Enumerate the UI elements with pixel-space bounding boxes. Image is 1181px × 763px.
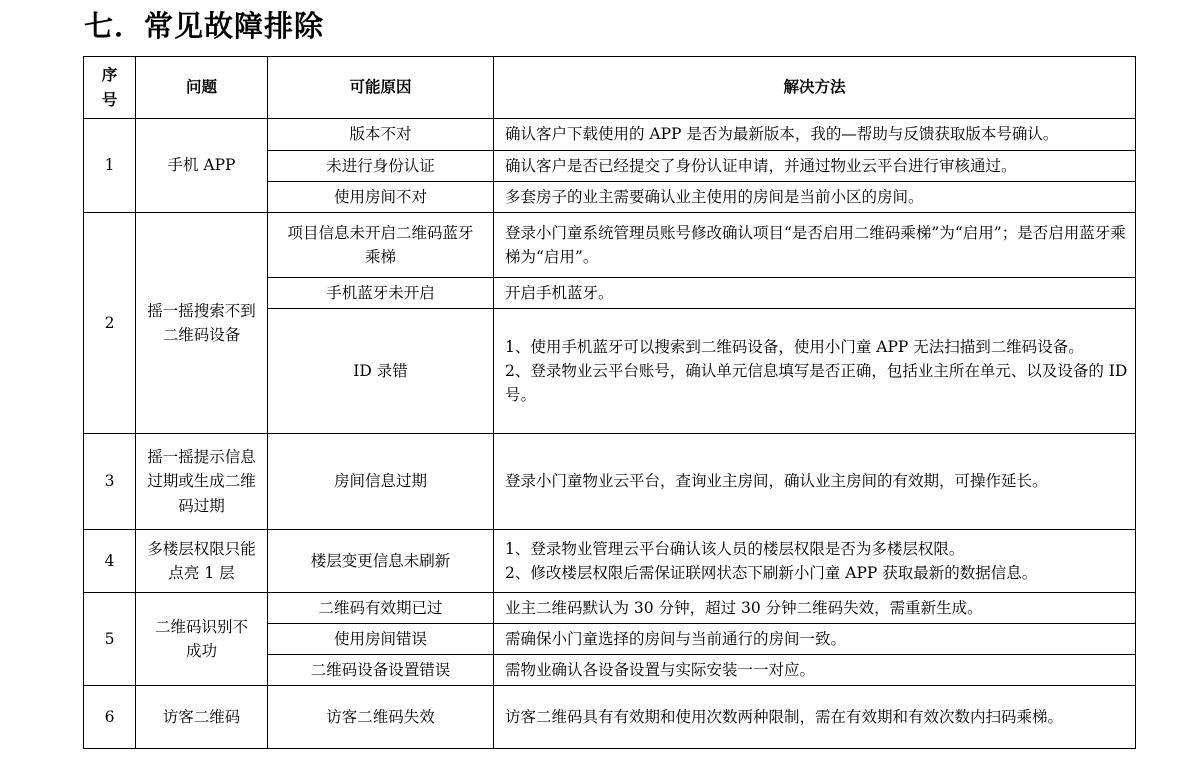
- reason-cell: ID 录错: [268, 309, 494, 434]
- solution-line: 1、登录物业管理云平台确认该人员的楼层权限是否为多楼层权限。: [505, 539, 965, 558]
- header-reason: 可能原因: [268, 57, 494, 119]
- header-no: 序号: [84, 57, 136, 119]
- solution-line: 2、修改楼层权限后需保证联网状态下刷新小门童 APP 获取最新的数据信息。: [505, 564, 1038, 582]
- table-row: [84, 530, 1136, 593]
- solution-cell: 开启手机蓝牙。: [494, 278, 1136, 309]
- reason-cell: 使用房间错误: [268, 624, 494, 655]
- solution-cell: 多套房子的业主需要确认业主使用的房间是当前小区的房间。: [494, 182, 1136, 213]
- row-number: 4: [84, 530, 136, 593]
- table-row: [84, 119, 1136, 151]
- reason-cell: 版本不对: [268, 119, 494, 151]
- table-row: [84, 213, 1136, 278]
- table-header-row: [84, 57, 1136, 119]
- solution-cell: 登录小门童系统管理员账号修改确认项目“是否启用二维码乘梯”为“启用”；是否启用蓝牙乘梯为“启用”。: [494, 213, 1136, 278]
- reason-cell: 二维码设备设置错误: [268, 655, 494, 686]
- solution-cell: 确认客户下载使用的 APP 是否为最新版本，我的—帮助与反馈获取版本号确认。: [494, 119, 1136, 151]
- row-number: 5: [84, 593, 136, 686]
- problem-cell: 摇一摇提示信息过期或生成二维码过期: [136, 434, 268, 530]
- solution-cell: 需物业确认各设备设置与实际安装一一对应。: [494, 655, 1136, 686]
- problem-cell: 访客二维码: [136, 686, 268, 749]
- solution-cell: 访客二维码具有有效期和使用次数两种限制，需在有效期和有效次数内扫码乘梯。: [494, 686, 1136, 749]
- solution-cell: 需确保小门童选择的房间与当前通行的房间一致。: [494, 624, 1136, 655]
- header-question: 问题: [136, 57, 268, 119]
- table-row: [84, 686, 1136, 749]
- header-solution: 解决方法: [494, 57, 1136, 119]
- reason-cell: 房间信息过期: [268, 434, 494, 530]
- reason-cell: 访客二维码失效: [268, 686, 494, 749]
- solution-cell: [494, 530, 1136, 593]
- solution-line: 2、登录物业云平台账号，确认单元信息填写是否正确，包括业主所在单元、以及设备的 ID 号。: [505, 361, 1128, 404]
- reason-cell: 未进行身份认证: [268, 151, 494, 182]
- solution-cell: 确认客户是否已经提交了身份认证申请，并通过物业云平台进行审核通过。: [494, 151, 1136, 182]
- problem-cell: 摇一摇搜索不到二维码设备: [136, 213, 268, 434]
- problem-cell: 多楼层权限只能点亮 1 层: [136, 530, 268, 593]
- problem-cell: 手机 APP: [136, 119, 268, 213]
- table-row: [84, 593, 1136, 624]
- reason-cell: 手机蓝牙未开启: [268, 278, 494, 309]
- reason-cell: 项目信息未开启二维码蓝牙乘梯: [268, 213, 494, 278]
- page-title: 七．常见故障排除: [84, 9, 325, 43]
- solution-cell: [494, 309, 1136, 434]
- row-number: 2: [84, 213, 136, 434]
- solution-cell: 登录小门童物业云平台，查询业主房间，确认业主房间的有效期，可操作延长。: [494, 434, 1136, 530]
- solution-cell: 业主二维码默认为 30 分钟，超过 30 分钟二维码失效，需重新生成。: [494, 593, 1136, 624]
- row-number: 1: [84, 119, 136, 213]
- solution-line: 1、使用手机蓝牙可以搜索到二维码设备，使用小门童 APP 无法扫描到二维码设备。: [505, 337, 1084, 356]
- problem-cell: 二维码识别不成功: [136, 593, 268, 686]
- reason-cell: 楼层变更信息未刷新: [268, 530, 494, 593]
- troubleshooting-table: [83, 56, 1136, 749]
- table-row: [84, 434, 1136, 530]
- reason-cell: 使用房间不对: [268, 182, 494, 213]
- reason-cell: 二维码有效期已过: [268, 593, 494, 624]
- row-number: 3: [84, 434, 136, 530]
- row-number: 6: [84, 686, 136, 749]
